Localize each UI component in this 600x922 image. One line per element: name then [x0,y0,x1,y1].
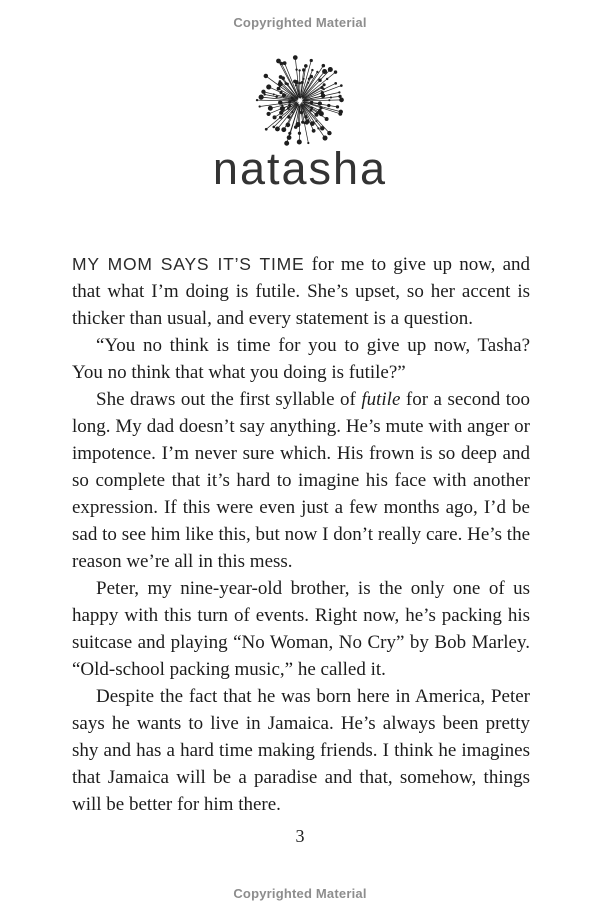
paragraph: MY MOM SAYS IT’S TIME for me to give up now, and that what I’m doing is futile. She’s upset, so her accent is thicker than usual, and every statement is a question. [72,254,531,329]
dandelion-starburst-icon [250,51,350,151]
paragraph: Peter, my nine-year-old brother, is the only one of us happy with this turn of events. Right now, he’s packing his suitcase and playing “No Woman, No Cry” by Bob Marley. “Old-school packing music,” he called it. [72,578,530,680]
chapter-title: natasha [212,143,388,194]
copyright-notice-bottom: Copyrighted Material [233,886,367,901]
paragraph: “You no think is time for you to give up now, Tasha? You no think that what you doing is futile?” [72,335,530,383]
paragraph: She draws out the first syllable of futile for a second too long. My dad doesn’t say anything. He’s mute with anger or impotence. I’m never sure which. His frown is so deep and so complete that it’s hard to imagine his face with another expression. If this were even just a few months ago, I’d be sad to see him like this, but now I don’t really care. He’s the reason we’re all in this mess. [72,389,530,572]
page-number: 3 [295,826,305,846]
paragraph: Despite the fact that he was born here in America, Peter says he wants to live in Jamaica. He’s always been pretty shy and has a hard time making friends. I think he imagines that Jamaica will be a paradise and that, somehow, things will be better for him there. [72,686,530,815]
chapter-opening-lead-in: MY MOM SAYS IT’S TIME [72,254,305,274]
body-text [72,251,530,818]
copyright-notice-top: Copyrighted Material [233,15,367,30]
